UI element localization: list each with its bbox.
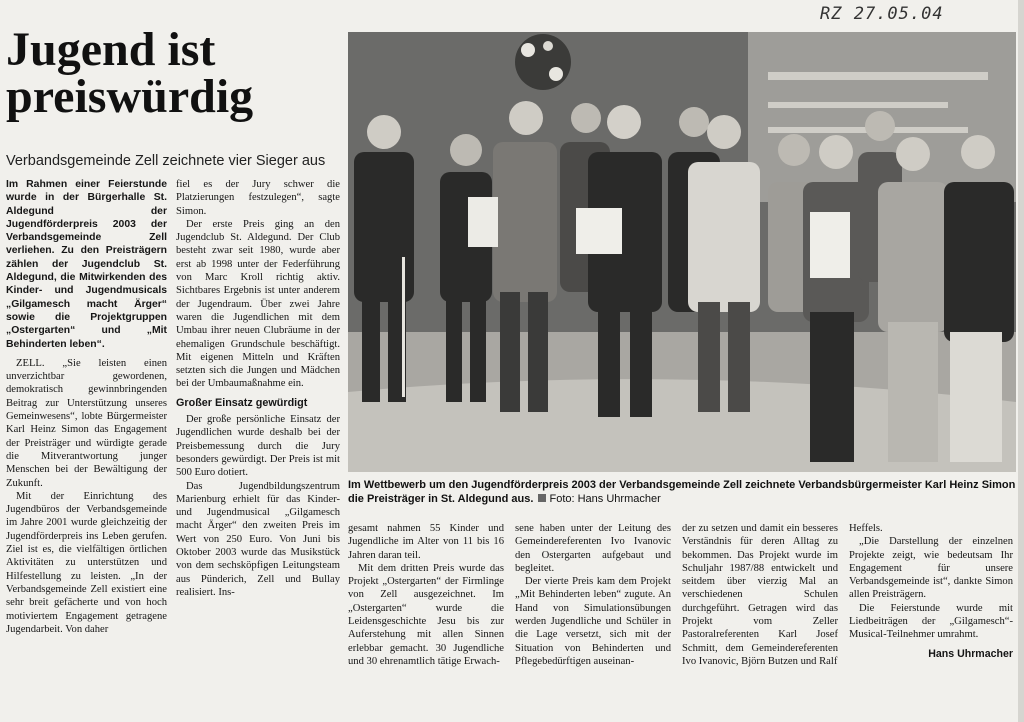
article-paragraph: Mit dem dritten Preis wurde das Projekt „Ostergarten“ der Firmlinge von Zell ausgezeichnet. Im „Ostergarten“ wurde die Leidensgeschichte Jesu bis zur Auferstehung mit allen Sinnen erlebbar gemacht. 30 Jugendliche und 30 ehrenamtlich tätige Erwach- (348, 562, 504, 667)
article-lead: Im Rahmen einer Feierstunde wurde in der Bürgerhalle St. Aldegund der Jugendförderpreis 2003 der Verbandsgemeinde Zell verliehen. Zu den Preisträgern zählen der Jugendclub St. Aldegund, die Mitwirkenden des Kinder- und Jugendmusicals „Gilgamesch macht Ärger“ sowie die Projektgruppen „Ostergarten“ und „Mit Behinderten leben“. (6, 179, 167, 350)
article-paragraph: ZELL. „Sie leisten einen unverzichtbar gewordenen, demokratisch gewinnbringenden Beitrag zur Unterstützung unseres Gemeinwesens“, lobte Bürgermeister Karl Heinz Simon das Engagement der Preisträger und würdigte gerade die Mitverantwortung junger Menschen bei der Bewältigung der Zukunft. (6, 357, 167, 489)
subheadline: Verbandsgemeinde Zell zeichnete vier Sieger aus (6, 153, 326, 169)
article-paragraph: Mit der Einrichtung des Jugendbüros der Verbandsgemeinde im Jahre 2001 wurde gleichzeitig der Jugendförderpreis ins Leben gerufen. Ziel ist es, die vielfältigen örtlichen Aktivitäten zu unterstützen und Hilfestellung zu leisten. „In der Verbandsgemeinde Zell existiert eine sehr breit gefächerte und von hoch motiviertem Engagement getragene Jugendarbeit. Von daher (6, 490, 167, 635)
photo-illustration (348, 32, 1016, 472)
article-paragraph: Der erste Preis ging an den Jugendclub St. Aldegund. Der Club besteht zwar seit 1980, wurde aber erst ab 1998 unter der Federführung von Marc Kroll richtig aktiv. Sichtbares Ergebnis ist unter anderem der Jugendraum. Über zwei Jahre waren die Jugendlichen mit dem Umbau ihrer neuen Clubräume in der ehemaligen Grundschule beschäftigt. Mit eigenen Mitteln und Kräften setzten sich die Jungen und Mädchen bei der Umbaumaßnahme ein. (176, 218, 340, 390)
photo-credit: Foto: Hans Uhrmacher (549, 493, 661, 505)
article-paragraph: sene haben unter der Leitung des Gemeindereferenten Ivo Ivanovic den Ostergarten aufgebaut und begleitet. (515, 523, 671, 574)
square-bullet-icon (538, 494, 546, 502)
headline-line-2: preiswürdig (6, 70, 254, 123)
article-author: Hans Uhrmacher (928, 647, 1013, 660)
article-paragraph: fiel es der Jury schwer die Platzierungen festzulegen“, sagte Simon. (176, 179, 340, 217)
adjacent-page-strip (1018, 0, 1024, 722)
article-paragraph: Der große persönliche Einsatz der Jugendlichen wurde deshalb bei der Preisbemessung durch die Jury besonders gewürdigt. Der Preis ist mit 500 Euro dotiert. (176, 414, 340, 479)
article-paragraph: der zu setzen und damit ein besseres Verständnis für deren Alltag zu bekommen. Das Projekt wurde im Schuljahr 1987/88 entwickelt und seitdem über vierzig Mal an verschiedenen Schulen durchgeführt. Getragen wird das Projekt vom Zeller Pastoralreferenten Karl Josef Schmitt, dem Gemeindereferenten Ivo Ivanovic, Björn Butzen und Ralf (682, 523, 838, 667)
article-column-6 (849, 522, 1013, 661)
article-paragraph: Der vierte Preis kam dem Projekt „Mit Behinderten leben“ zugute. An Hand von Simulationsübungen werden Jugendliche und Schüler in die Lage versetzt, sich mit der Situation von Behinderten und Pflegebedürftigen auseinan- (515, 576, 671, 667)
article-column-2 (176, 178, 340, 599)
headline (6, 23, 346, 123)
photo-caption (348, 478, 1016, 506)
article-column-1 (6, 178, 167, 636)
article-column-5 (682, 522, 838, 668)
section-heading: Großer Einsatz gewürdigt (176, 396, 308, 409)
article-paragraph: Das Jugendbildungszentrum Marienburg erhielt für das Kinder- und Jugendmusical „Gilgamesch macht Ärger“ den zweiten Preis im Wert von 250 Euro. Von Juni bis Oktober 2003 wurde das Musikstück von dem sechsköpfigen Leitungsteam aus Pünderich, Zell und Bullay realisiert. Ins- (176, 480, 340, 598)
article-column-3 (348, 522, 504, 668)
article-column-4 (515, 522, 671, 668)
headline-line-1: Jugend ist (6, 23, 216, 76)
article-paragraph: gesamt nahmen 55 Kinder und Jugendliche im Alter von 11 bis 16 Jahren daran teil. (348, 523, 504, 561)
award-ceremony-photo (348, 32, 1016, 472)
article-paragraph: „Die Darstellung der einzelnen Projekte zeigt, wie bedeutsam Ihr Engagement für unsere Verbandsgemeinde ist“, dankte Simon allen Preisträgern. (849, 536, 1013, 601)
article-paragraph: Die Feierstunde wurde mit Liedbeiträgen der „Gilgamesch“-Musical-Teilnehmer umrahmt. (849, 602, 1013, 641)
caption-text: Im Wettbewerb um den Jugendförderpreis 2003 der Verbandsgemeinde Zell zeichnete Verbandsbürgermeister Karl Heinz Simon die Preisträger in St. Aldegund aus. (348, 479, 1016, 505)
handwritten-date-note: RZ 27.05.04 (820, 4, 944, 24)
article-paragraph: Heffels. (849, 523, 883, 534)
